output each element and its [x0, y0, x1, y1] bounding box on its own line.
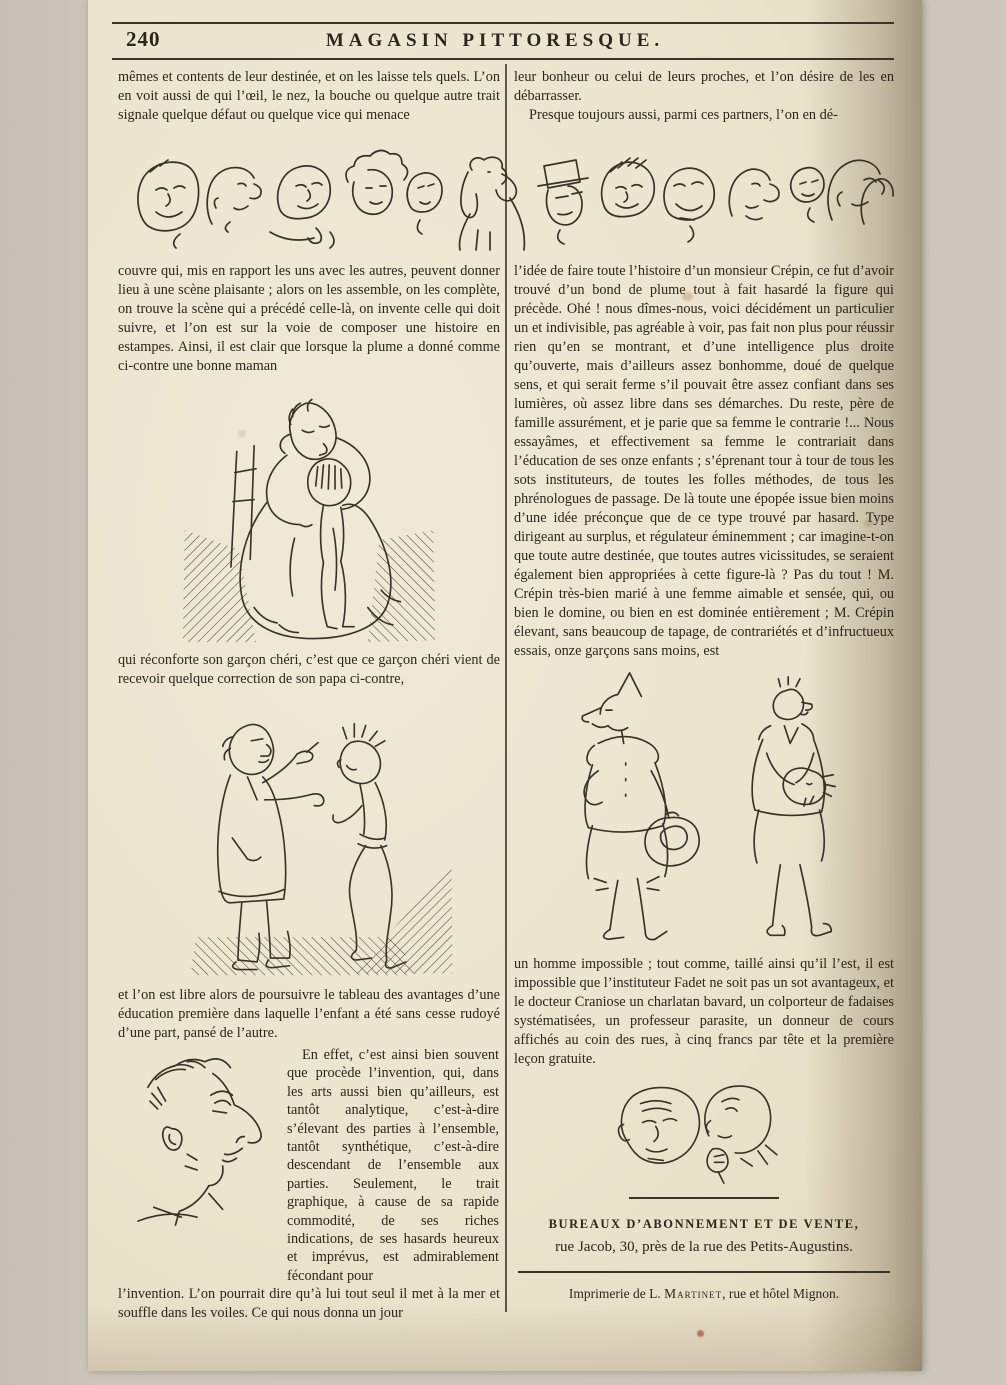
imprint-prefix: Imprimerie de L. — [568, 1286, 665, 1302]
paragraph-partners: Presque toujours aussi, parmi ces partners, l’on en dé- — [529, 107, 838, 123]
page-number: 240 — [126, 27, 161, 51]
footer-short-rule — [629, 1197, 779, 1199]
paragraph-invention: l’invention. L’on pourrait dire qu’à lui tout seul il met à la mer et souffle dans les voiles. Ce qui nous donna un jour — [118, 1286, 500, 1322]
two-heads-illustration — [594, 1079, 814, 1185]
paragraph-bonheur: leur bonheur ou celui de leurs proches, et l’on désire de les en débarrasser. — [514, 69, 894, 104]
bureaux-address: rue Jacob, 30, près de la rue des Petits-Augustins. — [555, 1239, 853, 1255]
paragraph-impossible: un homme impossible ; tout comme, taillé ainsi qu’il l’est, il est impossible que l’instituteur Fadet ne soit pas un sot avantageux, et le docteur Craniose un charlatan bavard, un colporteur de fadaises systématisées, un professeur parasite, un donneur de cours affichés au coin des rues, à cinq francs par tête et la première leçon gratuite. — [514, 956, 894, 1067]
paragraph-libre: et l’on est libre alors de poursuivre le tableau des avantages d’une éducation première dans laquelle l’enfant a été sans cesse rudoyé d’une part, pansé de l’autre. — [118, 987, 500, 1041]
paragraph-crepin: l’idée de faire toute l’histoire d’un monsieur Crépin, ce fut d’avoir trouvé d’un bond de plume tout à fait hasardé la figure qui précède. Ohé ! nous dîmes-nous, voici décidément un particulier un et indivisible, pas agréable à voir, pas fait non plus pour réussir rien qu’en se montrant, et d’une intelligence plus droite qu’ouverte, mais d’ailleurs assez bonhomme, doué de quelque sens, et qui serait ferme s’il pouvait être assez confiant dans ses lumières, où assez libre dans ses démarches. Du reste, père de famille assurément, et je parie que sa femme le contrarie !... Nous essayâmes, et effectivement sa femme le contrariait dans l’éducation de ses onze enfants ; s’éprenant tour à tour de tous les sots instituteurs, de toutes les folles méthodes, de tous les phrénologues de passage. De là toute une épopée issue bien moins d’une idée préconçue que de ce type trouvé par hasard. Type dirigeant au surplus, et régulateur éminemment ; car imagine-t-on que toute autre destinée, que toutes autres vicissitudes, se seraient également bien appropriées à cette figure-là ? Pas du tout ! M. Crépin très-bien marié à une femme aimable et sensée, qui, ou bien le domine, ou bien en est dominée entièrement ; M. Crépin élevant, sans beaucoup de tapage, de contrariétés et d’infructueux essais, onze garçons sans moins, est — [514, 263, 894, 659]
header-top-rule — [112, 22, 894, 24]
paragraph-couvre: couvre qui, mis en rapport les uns avec les autres, peuvent donner lieu à une scène plaisante ; alors on les assemble, on les complète, on trouve la scène qui a précédé celle-là, on invente celle qui doit suivre, et l’on est sur la voie de composer une histoire en estampes. Ainsi, il est clair que lorsque la plume a donné comme ci-contre une bonne maman — [118, 263, 500, 374]
fadet-and-craniose-illustration — [521, 669, 887, 951]
paragraph-menace: mêmes et contents de leur destinée, et on les laisse tels quels. L’on en voit aussi de qui l’œil, le nez, la bouche ou quelque autre trait signale quelque défaut ou quelque vice qui menace — [118, 69, 500, 123]
imprint-suffix: , rue et hôtel Mignon. — [722, 1286, 840, 1302]
right-column-body — [514, 262, 894, 1302]
caricature-strip-illustration — [120, 134, 895, 256]
grandmother-and-child-illustration — [175, 384, 443, 646]
imprint-printer-name: Martinet — [664, 1286, 723, 1302]
right-column-top — [514, 68, 894, 125]
caricature-profile-head-illustration — [118, 1046, 284, 1228]
left-column-top — [118, 68, 500, 125]
wrapped-paragraph-with-portrait — [118, 1046, 500, 1285]
journal-masthead: MAGASIN PITTORESQUE. — [325, 30, 665, 51]
father-correcting-boy-illustration — [158, 695, 460, 981]
caricature-heads-drawing — [120, 134, 895, 256]
footer-long-rule — [518, 1271, 890, 1273]
printer-imprint — [514, 1286, 894, 1302]
bureaux-title: BUREAUX D’ABONNEMENT ET DE VENTE, — [548, 1217, 860, 1231]
foxing-spot — [697, 1330, 704, 1337]
paragraph-reconforte: qui réconforte son garçon chéri, c’est que ce garçon chéri vient de recevoir quelque correction de son papa ci-contre, — [118, 652, 500, 687]
magazine-page — [88, 0, 922, 1371]
paragraph-eneffet: En effet, c’est ainsi bien souvent que procède l’invention, qui, dans les arts aussi bien qu’ailleurs, est tantôt analytique, c’est-à-dire s’élevant des parties à l’ensemble, tantôt synthétique, c’est-à-dire descendant de l’ensemble aux parties. Seulement, le trait graphique, à cause de sa rapide commodité, de ses riches indications, de ses hasards heureux et imprévus, est admirablement fécondant pour — [287, 1047, 499, 1284]
header-bottom-rule — [112, 58, 894, 60]
left-column-body — [118, 262, 500, 1323]
